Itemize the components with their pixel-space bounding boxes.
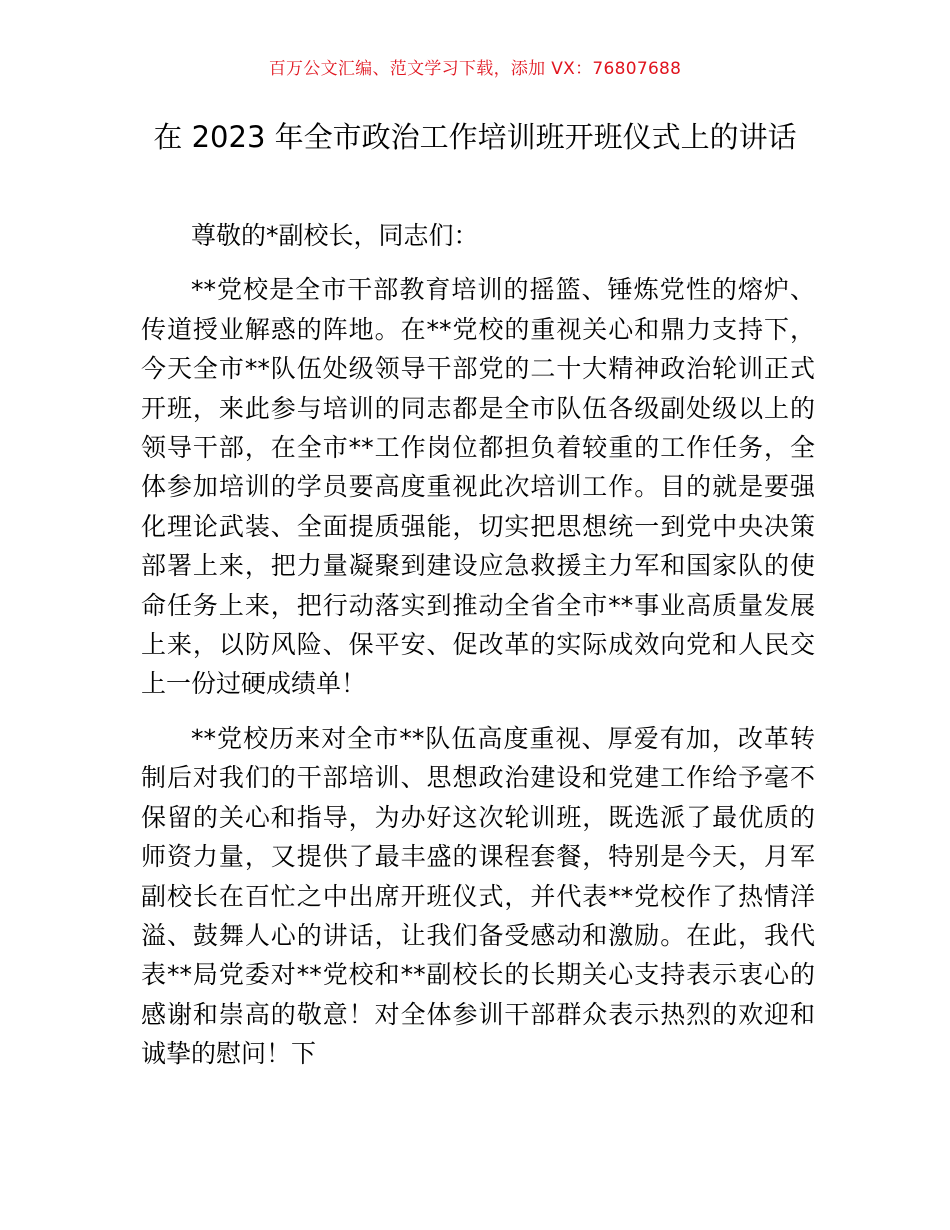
- salutation: 尊敬的*副校长，同志们：: [191, 221, 479, 250]
- paragraph: **党校历来对全市**队伍高度重视、厚爱有加，改革转制后对我们的干部培训、思想政治建设和党建工作给予毫不保留的关心和指导，为办好这次轮训班，既选派了最优质的师资力量，又提供了最丰盛的课程套餐，特别是今天，月军副校长在百忙之中出席开班仪式，并代表**党校作了热情洋溢、鼓舞人心的讲话，让我们备受感动和激励。在此，我代表**局党委对**党校和**副校长的长期关心支持表示衷心的感谢和崇高的敬意！对全体参训干部群众表示热烈的欢迎和诚挚的慰问！下: [141, 723, 815, 1069]
- header-banner: 百万公文汇编、范文学习下载，添加 VX：76807688: [268, 59, 682, 79]
- document-body: [141, 216, 815, 1074]
- document-title: 在 2023 年全市政治工作培训班开班仪式上的讲话: [153, 120, 797, 154]
- paragraph: **党校是全市干部教育培训的摇篮、锤炼党性的熔炉、传道授业解惑的阵地。在**党校的重视关心和鼎力支持下，今天全市**队伍处级领导干部党的二十大精神政治轮训正式开班，来此参与培训的同志都是全市队伍各级副处级以上的领导干部，在全市**工作岗位都担负着较重的工作任务，全体参加培训的学员要高度重视此次培训工作。目的就是要强化理论武装、全面提质强能，切实把思想统一到党中央决策部署上来，把力量凝聚到建设应急救援主力军和国家队的使命任务上来，把行动落实到推动全省全市**事业高质量发展上来，以防风险、保平安、促改革的实际成效向党和人民交上一份过硬成绩单！: [141, 275, 815, 699]
